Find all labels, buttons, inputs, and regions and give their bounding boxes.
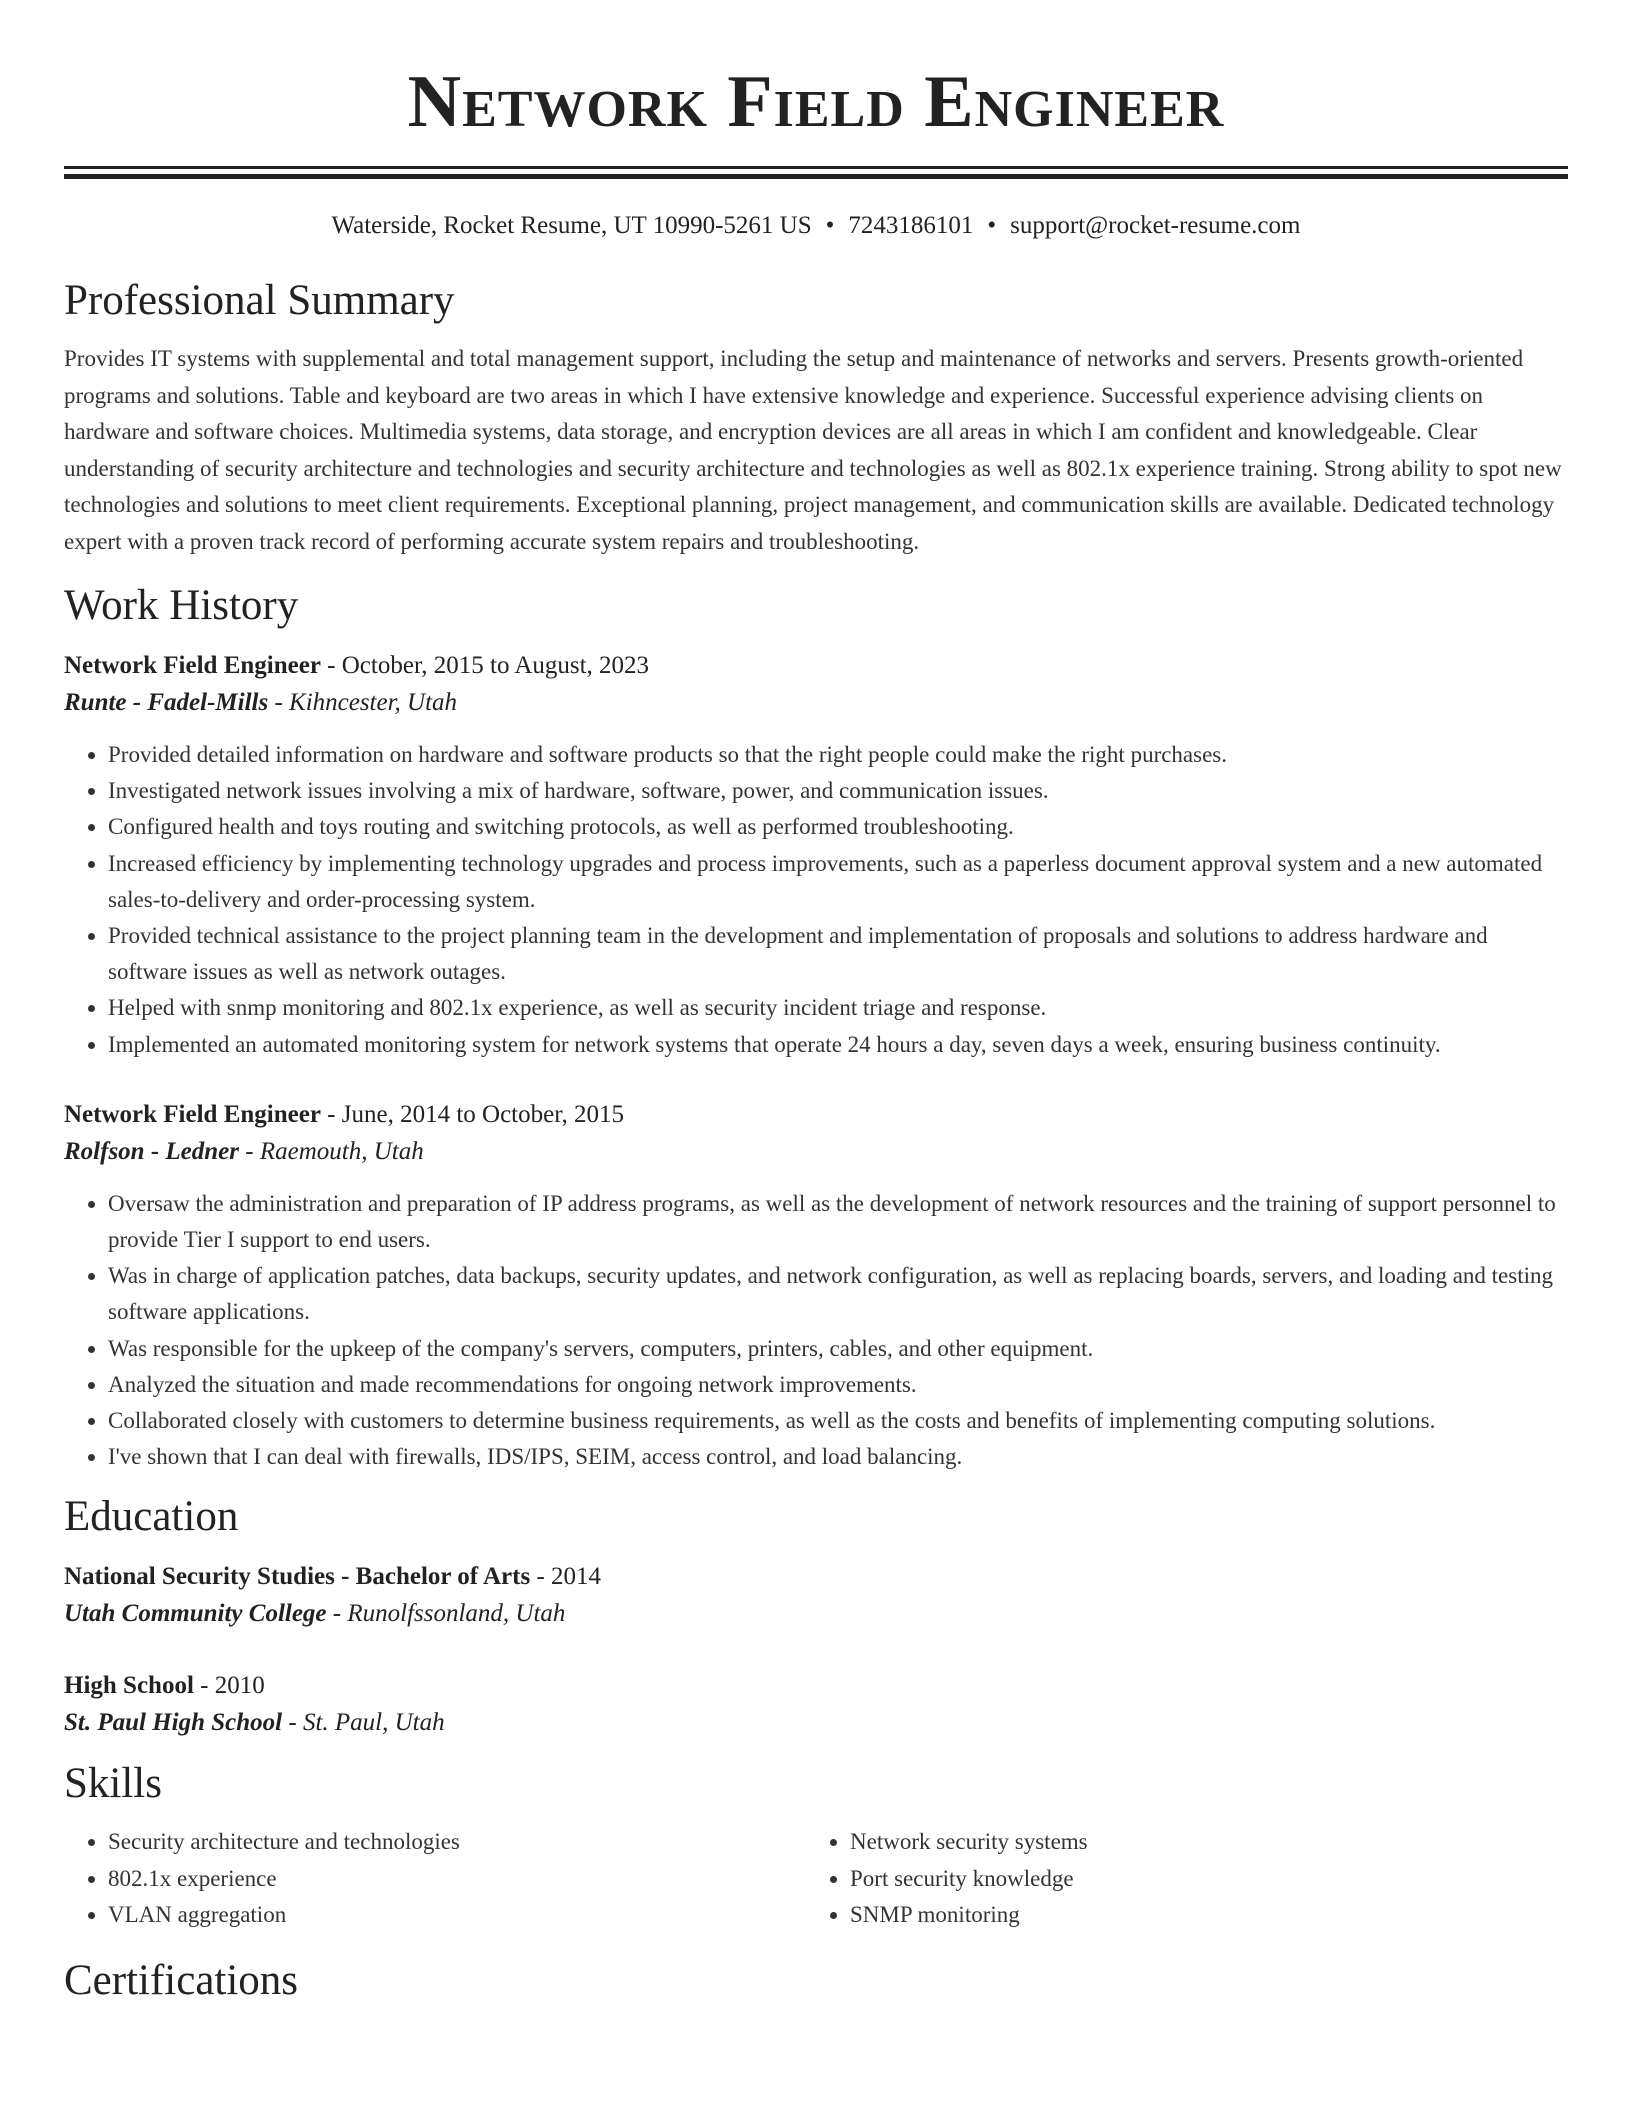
job-location: - Raemouth, Utah — [239, 1137, 424, 1165]
job-title-line — [64, 1096, 1568, 1133]
contact-address: Waterside, Rocket Resume, UT 10990-5261 US — [331, 212, 812, 239]
education-school: Utah Community College — [64, 1600, 327, 1628]
skill-item: • Security architecture and technologies — [108, 1824, 806, 1860]
skills-list-right — [806, 1824, 1548, 1933]
education-degree: High School — [64, 1672, 194, 1700]
contact-email: support@rocket-resume.com — [1010, 212, 1301, 239]
work-history-heading: Work History — [64, 582, 299, 629]
education-year: - 2010 — [193, 1672, 265, 1700]
summary-heading: Professional Summary — [64, 277, 455, 324]
list-item: • Collaborated closely with customers to determine business requirements, as well as the costs and benefits of implementing computing solutions. — [108, 1403, 1568, 1439]
list-item: • Investigated network issues involving a mix of hardware, software, power, and communication issues. — [108, 773, 1568, 809]
resume-name-heading: Network Field Engineer — [407, 61, 1225, 143]
job-dates: - October, 2015 to August, 2023 — [320, 652, 650, 679]
job-company-line — [64, 1133, 1568, 1171]
job-title-line — [64, 647, 1568, 684]
contact-separator: • — [987, 212, 997, 239]
summary-text: Provides IT systems with supplemental and total management support, including the setup and maintenance of networks and servers. Presents growth-oriented programs and solutions. Table and keyboard are two areas in which I have extensive knowledge and experience. Successful experience advising clients on hardware and software choices. Multimedia systems, data storage, and encryption devices are all areas in which I am confident and knowledgeable. Clear understanding of security architecture and technologies and security architecture and technologies as well as 802.1x experience training. Strong ability to spot new technologies and solutions to meet client requirements. Exceptional planning, project management, and communication skills are available. Dedicated technology expert with a proven track record of performing accurate system repairs and troubleshooting. — [64, 346, 1562, 554]
list-item: • Increased efficiency by implementing technology upgrades and process improvements, such as a paperless document approval system and a new automated sales-to-delivery and order-processing system. — [108, 846, 1568, 918]
list-item: • Configured health and toys routing and switching protocols, as well as performed troubleshooting. — [108, 809, 1568, 845]
header-rule-bottom — [64, 174, 1568, 179]
education-degree-line — [64, 1667, 1568, 1704]
contact-line — [64, 209, 1568, 243]
skills-heading: Skills — [64, 1760, 162, 1808]
education-school-line — [64, 1704, 1568, 1742]
job-location: - Kihncester, Utah — [268, 689, 458, 716]
list-item: • Analyzed the situation and made recommendations for ongoing network improvements. — [108, 1367, 1568, 1403]
education-location: - St. Paul, Utah — [282, 1709, 445, 1737]
job-company-line — [64, 684, 1568, 722]
list-item: • Implemented an automated monitoring system for network systems that operate 24 hours a day, seven days a week, ensuring business continuity. — [108, 1027, 1568, 1063]
job-company: Rolfson - Ledner — [64, 1137, 239, 1165]
education-location: - Runolfssonland, Utah — [326, 1600, 566, 1628]
list-item: • I've shown that I can deal with firewalls, IDS/IPS, SEIM, access control, and load balancing. — [108, 1439, 1568, 1475]
list-item: • Helped with snmp monitoring and 802.1x experience, as well as security incident triage and response. — [108, 990, 1568, 1026]
list-item: • Was in charge of application patches, data backups, security updates, and network configuration, as well as replacing boards, servers, and loading and testing software applications. — [108, 1258, 1568, 1330]
education-school-line — [64, 1595, 1568, 1633]
contact-phone: 7243186101 — [848, 212, 974, 239]
list-item: • Provided detailed information on hardware and software products so that the right people could make the right purchases. — [108, 737, 1568, 773]
list-item: • Was responsible for the upkeep of the company's servers, computers, printers, cables, and other equipment. — [108, 1331, 1568, 1367]
education-entry — [64, 1667, 1568, 1742]
job-position: Network Field Engineer — [64, 652, 321, 679]
job-dates: - June, 2014 to October, 2015 — [320, 1100, 625, 1128]
skill-item: • 802.1x experience — [108, 1861, 806, 1897]
skill-item: • SNMP monitoring — [850, 1897, 1548, 1933]
contact-separator: • — [825, 212, 835, 239]
job-company: Runte - Fadel-Mills — [64, 689, 269, 716]
education-entry — [64, 1558, 1568, 1633]
resume-page — [64, 0, 1568, 2007]
education-school: St. Paul High School — [64, 1709, 283, 1737]
skill-item: • VLAN aggregation — [108, 1897, 806, 1933]
header-rule-top — [64, 166, 1568, 169]
job-entry — [64, 1096, 1568, 1476]
list-item: • Oversaw the administration and preparation of IP address programs, as well as the development of network resources and the training of support personnel to provide Tier I support to end users. — [108, 1186, 1568, 1258]
education-heading: Education — [64, 1493, 239, 1541]
skills-columns — [64, 1824, 1568, 1933]
list-item: • Provided technical assistance to the project planning team in the development and implementation of proposals and solutions to address hardware and software issues as well as network outages. — [108, 918, 1568, 990]
education-degree-line — [64, 1558, 1568, 1595]
education-year: - 2014 — [530, 1563, 602, 1591]
skill-item: • Port security knowledge — [850, 1861, 1548, 1897]
skill-item: • Network security systems — [850, 1824, 1548, 1860]
job-position: Network Field Engineer — [64, 1100, 321, 1128]
skills-list-left — [64, 1824, 806, 1933]
job-entry — [64, 647, 1568, 1063]
certifications-heading: Certifications — [64, 1957, 299, 2005]
education-degree: National Security Studies - Bachelor of Arts — [64, 1563, 531, 1591]
job-bullet-list — [64, 1186, 1568, 1476]
job-bullet-list — [64, 737, 1568, 1063]
